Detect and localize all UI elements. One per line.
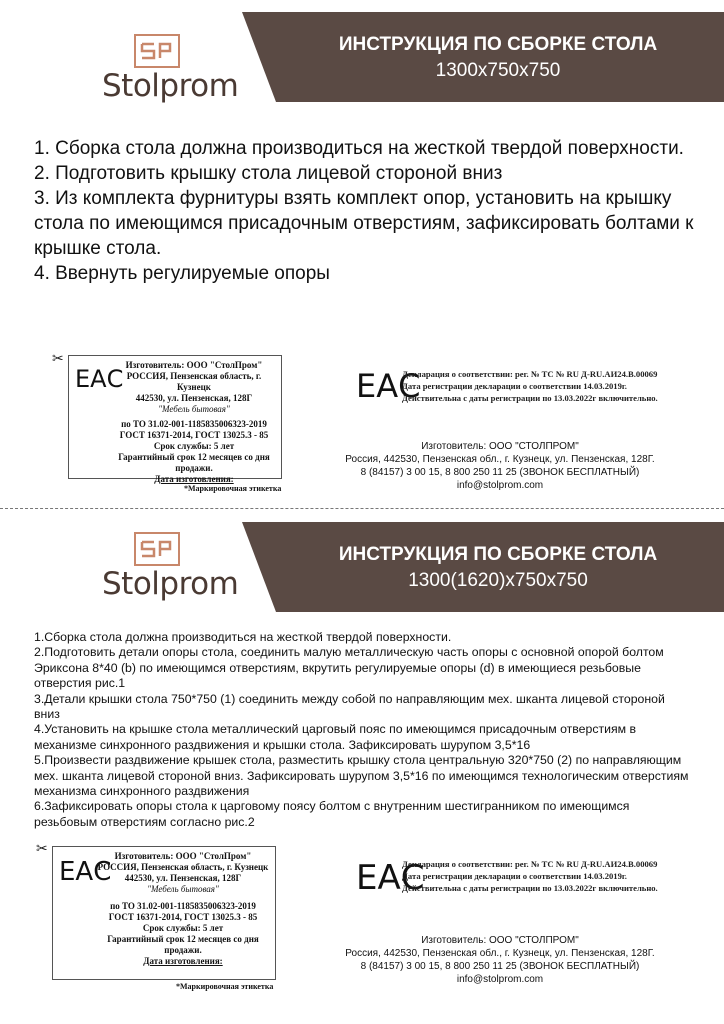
- step-item: 1. Сборка стола должна производиться на жесткой твердой поверхности.: [34, 138, 684, 159]
- title-banner: [242, 522, 724, 612]
- label-line: Срок службы: 5 лет: [153, 441, 235, 451]
- label-line: 442530, ул. Пензенская, 128Г: [124, 873, 242, 883]
- eac-mark: ЕАС: [356, 858, 425, 898]
- step-item: 5.Произвести раздвижение крышек стола, разместить крышку стола центральную 320*750 (2) по направляющим мех. шканта лицевой стороной вниз. Зафиксировать шурупом 3,5*16 по имеющимся технологическим отверстиям механизма синхронного раздвижения: [34, 753, 689, 799]
- manufacturer-info: [340, 934, 660, 986]
- instruction-title: ИНСТРУКЦИЯ ПО СБОРКЕ СТОЛА: [338, 544, 658, 565]
- sp-logo-icon: [134, 532, 180, 566]
- declaration-line: Действительна с даты регистрации по 13.03.2022г включительно.: [402, 883, 658, 893]
- declaration-block: [356, 366, 686, 406]
- instruction-top: [0, 0, 724, 510]
- label-line: Срок службы: 5 лет: [142, 923, 224, 933]
- step-item: 2.Подготовить детали опоры стола, соединить малую металлическую часть опоры с основной опорой болтом Эриксона 8*40 (b) по имеющимся отверстиям, вкрутить регулируемые опоры (d) в имеющиеся резьбовые отверстия рис.1: [34, 645, 664, 691]
- manufacturer-line: Россия, 442530, Пензенская обл., г. Кузнецк, ул. Пензенская, 128Г.: [345, 454, 655, 465]
- manufacturer-email: info@stolprom.com: [456, 974, 544, 985]
- assembly-steps: [34, 630, 694, 830]
- scissors-icon: ✂: [52, 350, 64, 366]
- eac-icon: [356, 856, 425, 898]
- declaration-block: [356, 856, 686, 896]
- assembly-steps: [34, 136, 694, 286]
- logo-brand: Stolprom: [102, 68, 239, 104]
- label-line: Изготовитель: ООО "СтолПром": [114, 851, 252, 861]
- label-line: Дата изготовления:: [154, 474, 234, 484]
- eac-mark: ЕАС: [75, 365, 124, 393]
- step-item: 1.Сборка стола должна производиться на жесткой твердой поверхности.: [34, 630, 452, 644]
- step-item: 3. Из комплекта фурнитуры взять комплект опор, установить на крышку стола по имеющимся присадочным отверстиям, зафиксировать болтами к крышке стола.: [34, 188, 694, 259]
- cut-line: [0, 508, 724, 509]
- table-size: 1300x750x750: [435, 60, 561, 81]
- label-line: по ТО 31.02-001-1185835006323-2019: [121, 419, 267, 429]
- eac-mark: ЕАС: [356, 367, 421, 405]
- label-line: РОССИЯ, Пензенская область, г. Кузнецк: [97, 862, 269, 872]
- label-line: РОССИЯ, Пензенская область, г. Кузнецк: [126, 371, 262, 392]
- manufacturer-line: Россия, 442530, Пензенская обл., г. Кузнецк, ул. Пензенская, 128Г.: [345, 948, 655, 959]
- title-banner: [242, 12, 724, 102]
- sp-logo-icon: [134, 34, 180, 68]
- label-line: ГОСТ 16371-2014, ГОСТ 13025.3 - 85: [119, 430, 269, 440]
- step-item: 2. Подготовить крышку стола лицевой стороной вниз: [34, 163, 503, 184]
- logo-brand: Stolprom: [102, 566, 239, 602]
- eac-mark: ЕАС: [59, 857, 112, 887]
- manufacturer-line: 8 (84157) 3 00 15, 8 800 250 11 25 (ЗВОНОК БЕСПЛАТНЫЙ): [360, 961, 640, 972]
- label-line: Гарантийный срок 12 месяцев со дня продажи.: [118, 452, 270, 473]
- manufacturer-email: info@stolprom.com: [456, 480, 544, 491]
- step-item: 6.Зафиксировать опоры стола к царговому поясу болтом с внутренним шестигранником по имеющимся резьбовым отверстиям согласно рис.2: [34, 799, 630, 829]
- instruction-title: ИНСТРУКЦИЯ ПО СБОРКЕ СТОЛА: [338, 34, 658, 55]
- scissors-icon: ✂: [36, 840, 48, 856]
- stolprom-logo: [96, 34, 239, 104]
- step-item: 4.Установить на крышке стола металлический царговый пояс по имеющимся присадочным отверстиям в механизме синхронного раздвижения и крышки стола. Зафиксировать шурупом 3,5*16: [34, 722, 637, 752]
- marking-label: [68, 355, 282, 484]
- label-caption: *Маркировочная этикетка: [184, 484, 282, 493]
- label-line: "Мебель бытовая": [158, 404, 230, 414]
- label-line: ГОСТ 16371-2014, ГОСТ 13025.3 - 85: [108, 912, 258, 922]
- step-item: 4. Ввернуть регулируемые опоры: [34, 263, 330, 284]
- manufacturer-info: [340, 440, 660, 492]
- manufacturer-line: 8 (84157) 3 00 15, 8 800 250 11 25 (ЗВОНОК БЕСПЛАТНЫЙ): [360, 467, 640, 478]
- declaration-line: Декларация о соответствии: рег. № ТС № RU Д-RU.АИ24.В.00069: [402, 369, 658, 379]
- table-size: 1300(1620)x750x750: [408, 570, 588, 591]
- label-line: 442530, ул. Пензенская, 128Г: [135, 393, 253, 403]
- eac-icon: [75, 364, 124, 393]
- manufacturer-line: Изготовитель: ООО "СТОЛПРОМ": [421, 935, 579, 946]
- eac-icon: [59, 855, 112, 887]
- marking-label: [52, 846, 276, 980]
- eac-icon: [356, 366, 421, 405]
- declaration-line: Дата регистрации декларации о соответствии 14.03.2019г.: [402, 381, 627, 391]
- label-caption: *Маркировочная этикетка: [176, 982, 274, 991]
- label-line: Дата изготовления:: [143, 956, 223, 966]
- label-line: Изготовитель: ООО "СтолПром": [125, 360, 263, 370]
- label-line: "Мебель бытовая": [147, 884, 219, 894]
- declaration-line: Дата регистрации декларации о соответствии 14.03.2019г.: [402, 871, 627, 881]
- step-item: 3.Детали крышки стола 750*750 (1) соединить между собой по направляющим мех. шканта лицевой стороной вниз: [34, 691, 665, 722]
- declaration-line: Декларация о соответствии: рег. № ТС № RU Д-RU.АИ24.В.00069: [402, 859, 658, 869]
- stolprom-logo: [96, 532, 239, 602]
- instruction-bottom: [0, 512, 724, 1024]
- label-line: по ТО 31.02-001-1185835006323-2019: [110, 901, 256, 911]
- declaration-line: Действительна с даты регистрации по 13.03.2022г включительно.: [402, 393, 658, 403]
- label-line: Гарантийный срок 12 месяцев со дня продажи.: [107, 934, 259, 955]
- manufacturer-line: Изготовитель: ООО "СТОЛПРОМ": [421, 441, 579, 452]
